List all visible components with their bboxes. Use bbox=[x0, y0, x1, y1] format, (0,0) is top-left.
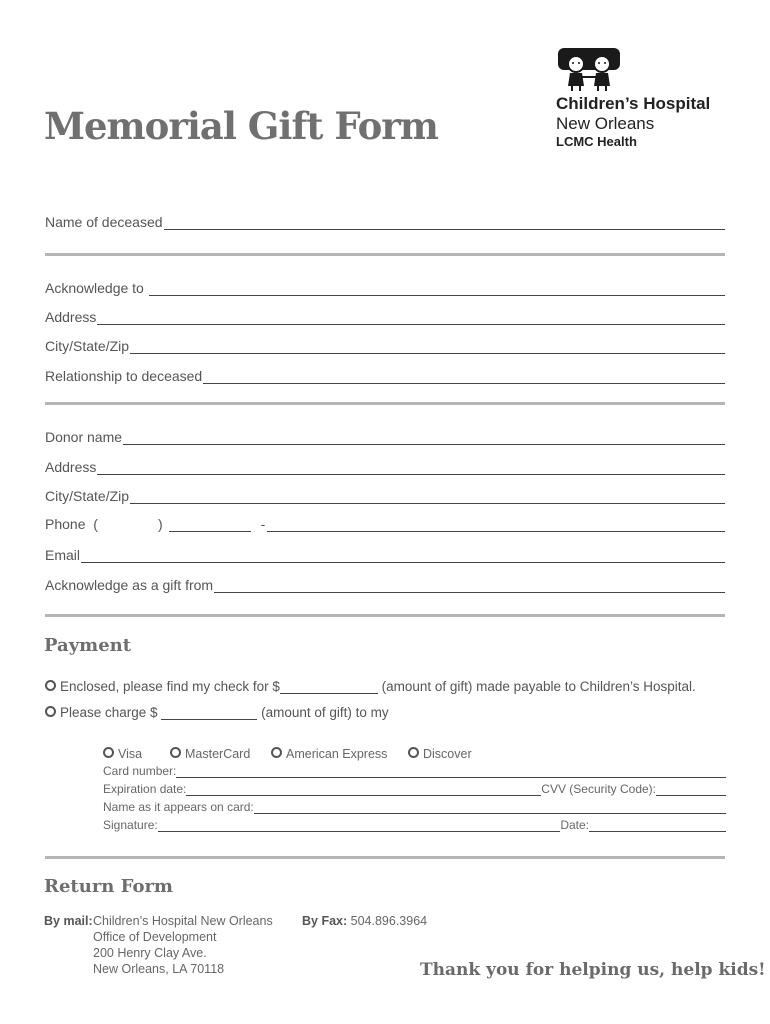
logo-line-3: LCMC Health bbox=[556, 134, 637, 149]
deceased-name-line[interactable] bbox=[164, 215, 725, 230]
name-on-card-field[interactable] bbox=[103, 798, 726, 814]
form-title: Memorial Gift Form bbox=[44, 104, 438, 148]
mail-line: New Orleans, LA 70118 bbox=[93, 962, 225, 976]
section-divider bbox=[45, 614, 725, 617]
radio-circle-icon[interactable] bbox=[45, 680, 56, 691]
charge-text-after: (amount of gift) to my bbox=[257, 705, 389, 720]
enclosed-check-option[interactable] bbox=[45, 674, 696, 694]
hospital-logo bbox=[556, 46, 736, 151]
donor-address-field[interactable] bbox=[45, 455, 725, 475]
name-on-card-line[interactable] bbox=[254, 801, 726, 814]
card-option-visa[interactable] bbox=[103, 747, 170, 761]
card-option-amex[interactable] bbox=[271, 747, 408, 761]
logo-line-2: New Orleans bbox=[556, 114, 655, 133]
fax-info bbox=[302, 913, 427, 929]
phone-field[interactable] bbox=[45, 512, 725, 532]
ack-city-label: City/State/Zip bbox=[45, 338, 130, 354]
expiration-field[interactable] bbox=[103, 780, 726, 796]
phone-close-paren: ) bbox=[157, 516, 163, 532]
ack-city-line[interactable] bbox=[130, 339, 725, 354]
name-on-card-label: Name as it appears on card: bbox=[103, 800, 254, 814]
donor-name-line[interactable] bbox=[123, 430, 725, 445]
radio-circle-icon[interactable] bbox=[45, 706, 56, 717]
cvv-label: CVV (Security Code): bbox=[541, 782, 656, 796]
email-label: Email bbox=[45, 547, 81, 563]
radio-circle-icon[interactable] bbox=[103, 747, 114, 758]
signature-field[interactable] bbox=[103, 816, 726, 832]
signature-label: Signature: bbox=[103, 818, 158, 832]
donor-city-line[interactable] bbox=[130, 489, 725, 504]
date-label: Date: bbox=[560, 818, 589, 832]
thank-you-message: Thank you for helping us, help kids! bbox=[420, 960, 766, 980]
card-option-label: Discover bbox=[423, 747, 472, 761]
card-option-label: American Express bbox=[286, 747, 388, 761]
card-number-label: Card number: bbox=[103, 764, 177, 778]
children-logo-icon bbox=[556, 46, 622, 92]
enclosed-text-after: (amount of gift) made payable to Children’s Hospital. bbox=[377, 679, 696, 694]
mail-label: By mail: bbox=[44, 914, 93, 928]
date-line[interactable] bbox=[589, 819, 726, 832]
card-option-label: Visa bbox=[118, 747, 143, 761]
expiration-line[interactable] bbox=[186, 783, 541, 796]
ack-gift-label: Acknowledge as a gift from bbox=[45, 577, 214, 593]
card-type-options bbox=[103, 745, 472, 763]
radio-circle-icon[interactable] bbox=[170, 747, 181, 758]
card-option-discover[interactable] bbox=[408, 747, 472, 761]
return-heading: Return Form bbox=[44, 876, 173, 897]
section-divider bbox=[45, 402, 725, 405]
check-amount-line[interactable] bbox=[280, 679, 378, 694]
mail-line: Office of Development bbox=[93, 930, 217, 944]
ack-address-label: Address bbox=[45, 309, 97, 325]
email-field[interactable] bbox=[45, 543, 725, 563]
radio-circle-icon[interactable] bbox=[408, 747, 419, 758]
relationship-label: Relationship to deceased bbox=[45, 368, 203, 384]
signature-line[interactable] bbox=[158, 819, 561, 832]
ack-address-field[interactable] bbox=[45, 305, 725, 325]
card-option-label: MasterCard bbox=[185, 747, 251, 761]
phone-label: Phone ( bbox=[45, 516, 98, 532]
phone-prefix-line[interactable] bbox=[169, 517, 251, 532]
phone-dash: - bbox=[260, 516, 266, 532]
donor-name-label: Donor name bbox=[45, 429, 123, 445]
donor-city-label: City/State/Zip bbox=[45, 488, 130, 504]
donor-address-line[interactable] bbox=[97, 460, 725, 475]
charge-text-before: Please charge $ bbox=[60, 705, 162, 720]
donor-name-field[interactable] bbox=[45, 425, 725, 445]
section-divider bbox=[45, 856, 725, 859]
mail-address bbox=[93, 913, 273, 977]
enclosed-text-before: Enclosed, please find my check for $ bbox=[60, 679, 280, 694]
cvv-line[interactable] bbox=[656, 783, 726, 796]
ack-to-label: Acknowledge to bbox=[45, 280, 148, 296]
ack-to-line[interactable] bbox=[149, 281, 725, 296]
ack-gift-line[interactable] bbox=[214, 578, 725, 593]
fax-number: 504.896.3964 bbox=[350, 914, 428, 928]
email-line[interactable] bbox=[81, 548, 725, 563]
ack-gift-field[interactable] bbox=[45, 573, 725, 593]
donor-city-field[interactable] bbox=[45, 484, 725, 504]
deceased-name-field[interactable] bbox=[45, 210, 725, 230]
deceased-name-label: Name of deceased bbox=[45, 214, 163, 230]
ack-address-line[interactable] bbox=[97, 310, 725, 325]
radio-circle-icon[interactable] bbox=[271, 747, 282, 758]
expiration-label: Expiration date: bbox=[103, 782, 187, 796]
fax-label: By Fax: bbox=[302, 914, 348, 928]
payment-heading: Payment bbox=[44, 635, 132, 656]
card-number-line[interactable] bbox=[176, 765, 726, 778]
logo-line-1: Children’s Hospital bbox=[556, 94, 711, 113]
section-divider bbox=[45, 253, 725, 256]
relationship-line[interactable] bbox=[203, 369, 725, 384]
ack-city-field[interactable] bbox=[45, 334, 725, 354]
phone-number-line[interactable] bbox=[267, 517, 725, 532]
mail-line: Children’s Hospital New Orleans bbox=[93, 914, 273, 928]
charge-amount-line[interactable] bbox=[161, 705, 257, 720]
mail-line: 200 Henry Clay Ave. bbox=[93, 946, 207, 960]
card-option-mastercard[interactable] bbox=[170, 747, 271, 761]
ack-to-field[interactable] bbox=[45, 276, 725, 296]
donor-address-label: Address bbox=[45, 459, 97, 475]
relationship-field[interactable] bbox=[45, 364, 725, 384]
charge-card-option[interactable] bbox=[45, 700, 389, 720]
card-number-field[interactable] bbox=[103, 762, 726, 778]
